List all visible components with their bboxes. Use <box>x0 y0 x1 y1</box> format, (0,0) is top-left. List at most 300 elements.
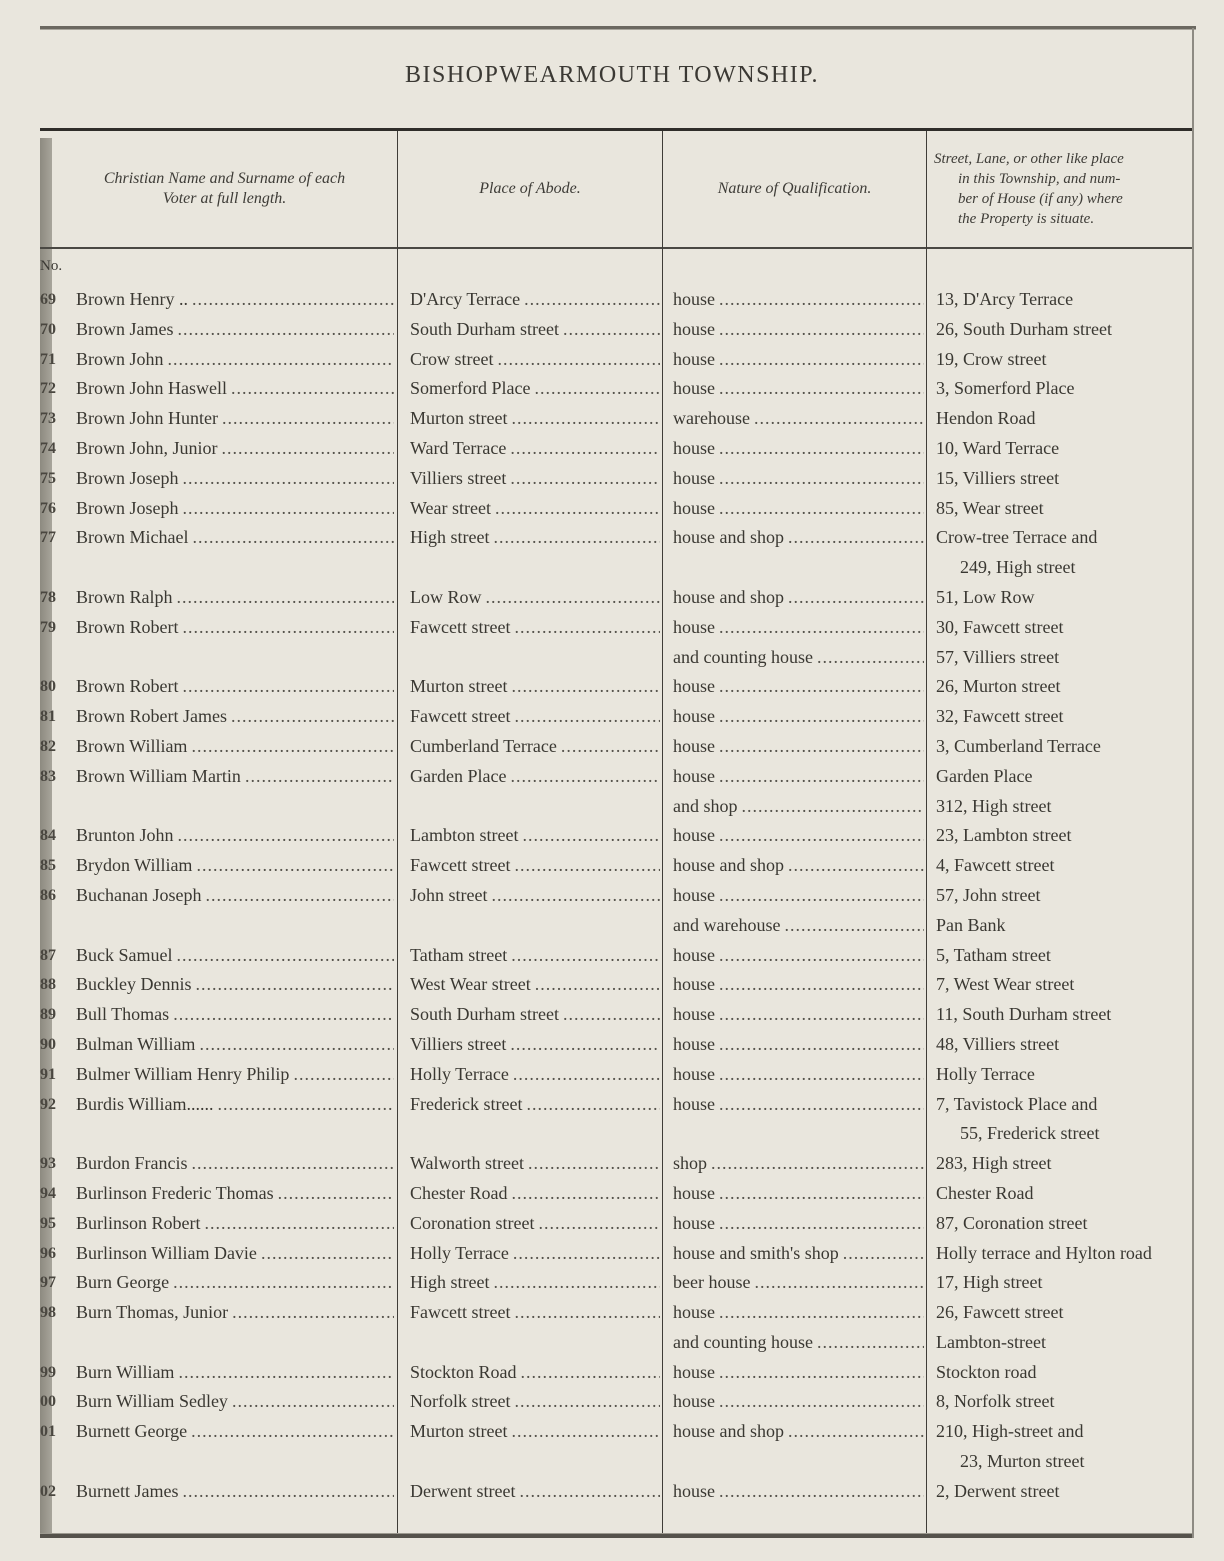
dot-leader <box>510 464 660 494</box>
dot-leader <box>191 1417 394 1447</box>
column-header-abode: Place of Abode. <box>479 180 581 197</box>
qualification-text: house <box>673 1004 715 1025</box>
dot-leader <box>199 1030 394 1060</box>
header-bottom-rule <box>40 247 1192 249</box>
property-street: 17, High street <box>936 1272 1043 1293</box>
voter-name-text: Burlinson Robert <box>76 1212 201 1233</box>
voter-name <box>76 1149 394 1179</box>
voter-name-text: Brown John, Junior <box>76 437 218 458</box>
voter-name <box>76 881 394 911</box>
qualification <box>673 374 924 404</box>
table-row <box>0 285 1224 315</box>
dot-leader <box>511 1179 660 1209</box>
qualification-text: house <box>673 765 715 786</box>
dot-leader <box>719 1000 924 1030</box>
qualification <box>673 1149 924 1179</box>
table-row <box>0 643 1224 673</box>
voter-number: 96 <box>40 1244 56 1262</box>
dot-leader <box>514 851 660 881</box>
table-row <box>0 404 1224 434</box>
qualification <box>673 1328 924 1358</box>
voter-name <box>76 613 394 643</box>
voter-name-text: Brown Henry .. <box>76 289 188 309</box>
table-row <box>0 821 1224 851</box>
voter-number: 83 <box>40 767 56 785</box>
voter-name-text: Brown James <box>76 318 174 339</box>
voter-name <box>76 1209 394 1239</box>
table-row <box>0 315 1224 345</box>
dot-leader <box>719 881 924 911</box>
place-of-abode-text: Holly Terrace <box>410 1242 509 1263</box>
place-of-abode-text: Norfolk street <box>410 1391 511 1412</box>
place-of-abode <box>410 464 660 494</box>
qualification <box>673 1090 924 1120</box>
table-row <box>0 1298 1224 1328</box>
voter-name-text: Brown John Haswell <box>76 378 227 399</box>
place-of-abode <box>410 1417 660 1447</box>
property-street: 11, South Durham street <box>936 1004 1112 1025</box>
qualification <box>673 792 924 822</box>
qualification-text: house <box>673 735 715 756</box>
place-of-abode <box>410 1239 660 1269</box>
table-row <box>0 1149 1224 1179</box>
dot-leader <box>486 583 661 613</box>
dot-leader <box>788 523 924 553</box>
qualification-text: and counting house <box>673 1331 813 1352</box>
qualification-text: and warehouse <box>673 914 781 935</box>
place-of-abode-text: Fawcett street <box>410 616 511 637</box>
table-row <box>0 1477 1224 1507</box>
dot-leader <box>561 732 660 762</box>
qualification <box>673 821 924 851</box>
voter-name-text: Brown Robert James <box>76 706 227 727</box>
voter-number: 75 <box>40 469 56 487</box>
place-of-abode-text: Somerford Place <box>410 378 531 399</box>
dot-leader <box>232 1298 394 1328</box>
place-of-abode-text: Chester Road <box>410 1182 508 1203</box>
property-street: 48, Villiers street <box>936 1033 1060 1054</box>
dot-leader <box>196 851 394 881</box>
qualification-text: house and shop <box>673 1421 784 1442</box>
dot-leader <box>183 494 395 524</box>
dot-leader <box>535 970 660 1000</box>
voter-name-text: Brown Joseph <box>76 497 179 518</box>
qualification-text: house <box>673 437 715 458</box>
voter-number: 92 <box>40 1095 56 1113</box>
table-row <box>0 1090 1224 1120</box>
dot-leader <box>534 374 660 404</box>
dot-leader <box>497 345 660 375</box>
property-street: 57, John street <box>936 884 1041 905</box>
property-street: 7, Tavistock Place and <box>936 1093 1098 1114</box>
dot-leader <box>178 1358 394 1388</box>
qualification <box>673 970 924 1000</box>
dot-leader <box>177 941 395 971</box>
column-header-qualification: Nature of Qualification. <box>717 180 872 197</box>
dot-leader <box>521 1358 661 1388</box>
table-row <box>0 1328 1224 1358</box>
qualification <box>673 1387 924 1417</box>
dot-leader <box>261 1239 394 1269</box>
voter-number: 70 <box>40 320 56 338</box>
voter-number: 98 <box>40 1304 56 1322</box>
dot-leader <box>784 911 924 941</box>
dot-leader <box>178 315 395 345</box>
dot-leader <box>817 1328 924 1358</box>
place-of-abode-text: Walworth street <box>410 1153 525 1174</box>
dot-leader <box>719 1387 924 1417</box>
voter-name <box>76 285 394 315</box>
table-row <box>0 851 1224 881</box>
table-row <box>0 434 1224 464</box>
voter-name <box>76 1298 394 1328</box>
place-of-abode-text: Frederick street <box>410 1093 523 1114</box>
qualification-text: house <box>673 497 715 518</box>
voter-number: 78 <box>40 588 56 606</box>
qualification <box>673 762 924 792</box>
qualification-text: house <box>673 1480 715 1501</box>
qualification-text: house <box>673 1212 715 1233</box>
place-of-abode <box>410 1149 660 1179</box>
property-street: 312, High street <box>936 795 1052 816</box>
place-of-abode <box>410 851 660 881</box>
qualification <box>673 523 924 553</box>
table-row <box>0 1030 1224 1060</box>
voter-number: 00 <box>40 1393 56 1411</box>
dot-leader <box>719 1030 924 1060</box>
dot-leader <box>173 1268 394 1298</box>
voter-name-text: Brown William Martin <box>76 765 241 786</box>
voter-name-text: Bull Thomas <box>76 1004 170 1025</box>
voter-name-text: Brown John Hunter <box>76 408 218 429</box>
qualification-text: house <box>673 467 715 488</box>
qualification-text: house <box>673 944 715 965</box>
voter-name-text: Burn George <box>76 1272 170 1293</box>
qualification-text: house <box>673 289 715 309</box>
place-of-abode <box>410 1000 660 1030</box>
voter-number: 76 <box>40 499 56 517</box>
place-of-abode <box>410 1030 660 1060</box>
dot-leader <box>519 1477 660 1507</box>
dot-leader <box>511 404 660 434</box>
voter-number: 93 <box>40 1155 56 1173</box>
dot-leader <box>514 613 660 643</box>
dot-leader <box>514 1387 660 1417</box>
dot-leader <box>205 1209 395 1239</box>
voter-name <box>76 1239 394 1269</box>
table-row <box>0 911 1224 941</box>
voter-number: 86 <box>40 886 56 904</box>
property-street: 249, High street <box>960 557 1076 578</box>
table-row <box>0 732 1224 762</box>
table-row <box>0 1060 1224 1090</box>
dot-leader <box>232 1387 394 1417</box>
property-street: 85, Wear street <box>936 497 1044 518</box>
table-row <box>0 1179 1224 1209</box>
dot-leader <box>493 1268 660 1298</box>
number-label: No. <box>40 258 63 274</box>
dot-leader <box>192 1149 395 1179</box>
dot-leader <box>222 434 394 464</box>
property-street: 26, South Durham street <box>936 318 1112 339</box>
voter-name-text: Brown Michael <box>76 527 189 548</box>
voter-number: 87 <box>40 946 56 964</box>
place-of-abode <box>410 285 660 315</box>
dot-leader <box>788 583 924 613</box>
dot-leader <box>178 821 394 851</box>
dot-leader <box>719 1358 924 1388</box>
dot-leader <box>217 1090 394 1120</box>
property-street: 23, Lambton street <box>936 825 1072 846</box>
property-street: 30, Fawcett street <box>936 616 1064 637</box>
qualification <box>673 1239 924 1269</box>
place-of-abode-text: Villiers street <box>410 1033 507 1054</box>
place-of-abode <box>410 523 660 553</box>
table-row <box>0 941 1224 971</box>
header-name-line: Voter at full length. <box>162 190 287 207</box>
qualification <box>673 881 924 911</box>
table-row <box>0 1358 1224 1388</box>
table-row <box>0 792 1224 822</box>
dot-leader <box>522 821 660 851</box>
qualification <box>673 1298 924 1328</box>
header-street-line: ber of House (if any) where <box>958 191 1123 207</box>
qualification <box>673 732 924 762</box>
dot-leader <box>719 315 924 345</box>
property-street: 4, Fawcett street <box>936 855 1055 876</box>
dot-leader <box>183 464 395 494</box>
table-row <box>0 494 1224 524</box>
dot-leader <box>245 762 394 792</box>
dot-leader <box>231 374 394 404</box>
qualification-text: and shop <box>673 795 738 816</box>
voter-name <box>76 1358 394 1388</box>
voter-name-text: Brown John <box>76 348 164 369</box>
place-of-abode-text: Fawcett street <box>410 706 511 727</box>
dot-leader <box>514 702 660 732</box>
place-of-abode <box>410 702 660 732</box>
dot-leader <box>719 1090 924 1120</box>
header-street-line: in this Township, and num- <box>958 171 1121 187</box>
dot-leader <box>754 404 924 434</box>
voter-name-text: Burdis William...... <box>76 1093 214 1114</box>
voter-name-text: Burn William <box>76 1361 175 1382</box>
property-street: Garden Place <box>936 765 1033 786</box>
qualification <box>673 315 924 345</box>
dot-leader <box>719 1060 924 1090</box>
dot-leader <box>192 523 394 553</box>
voter-number: 82 <box>40 737 56 755</box>
dot-leader <box>719 1298 924 1328</box>
qualification <box>673 643 924 673</box>
voter-name <box>76 672 394 702</box>
voter-name-text: Brown Joseph <box>76 467 179 488</box>
place-of-abode <box>410 970 660 1000</box>
place-of-abode <box>410 345 660 375</box>
property-street: 15, Villiers street <box>936 467 1060 488</box>
property-street: 19, Crow street <box>936 348 1047 369</box>
place-of-abode <box>410 732 660 762</box>
property-street: Pan Bank <box>936 914 1006 935</box>
dot-leader <box>719 464 924 494</box>
column-header-street <box>928 131 1190 247</box>
qualification-text: house and shop <box>673 527 784 548</box>
dot-leader <box>514 1298 660 1328</box>
dot-leader <box>719 970 924 1000</box>
property-street: 8, Norfolk street <box>936 1391 1055 1412</box>
voter-name-text: Brown Robert <box>76 676 179 697</box>
table-row <box>0 672 1224 702</box>
place-of-abode-text: Low Row <box>410 586 482 607</box>
place-of-abode-text: Murton street <box>410 408 508 429</box>
qualification-text: house and shop <box>673 855 784 876</box>
table-row <box>0 374 1224 404</box>
voter-name <box>76 762 394 792</box>
dot-leader <box>513 1239 660 1269</box>
dot-leader <box>711 1149 924 1179</box>
qualification-text: house <box>673 706 715 727</box>
table-row <box>0 1268 1224 1298</box>
place-of-abode-text: High street <box>410 527 490 548</box>
voter-name <box>76 1030 394 1060</box>
dot-leader <box>788 1417 924 1447</box>
dot-leader <box>538 1209 660 1239</box>
voter-number: 74 <box>40 439 56 457</box>
table-row <box>0 1119 1224 1149</box>
qualification-text: house <box>673 616 715 637</box>
voter-name <box>76 1090 394 1120</box>
voter-name <box>76 434 394 464</box>
dot-leader <box>231 702 394 732</box>
dot-leader <box>719 613 924 643</box>
property-street: Holly terrace and Hylton road <box>936 1242 1152 1263</box>
dot-leader <box>742 792 925 822</box>
voter-name <box>76 583 394 613</box>
table-row <box>0 881 1224 911</box>
table-row <box>0 1447 1224 1477</box>
dot-leader <box>513 1060 660 1090</box>
dot-leader <box>511 1417 660 1447</box>
voter-name-text: Brydon William <box>76 855 193 876</box>
table-row <box>0 345 1224 375</box>
qualification-text: house <box>673 1361 715 1382</box>
qualification-text: house <box>673 348 715 369</box>
qualification <box>673 1477 924 1507</box>
qualification <box>673 464 924 494</box>
qualification-text: house <box>673 1063 715 1084</box>
property-street: Holly Terrace <box>936 1063 1035 1084</box>
voter-name <box>76 1000 394 1030</box>
dot-leader <box>719 374 924 404</box>
place-of-abode <box>410 1179 660 1209</box>
qualification <box>673 345 924 375</box>
dot-leader <box>222 404 394 434</box>
place-of-abode-text: Stockton Road <box>410 1361 517 1382</box>
dot-leader <box>528 1149 660 1179</box>
voter-name <box>76 702 394 732</box>
place-of-abode-text: D'Arcy Terrace <box>410 289 521 309</box>
qualification <box>673 702 924 732</box>
property-street: 3, Cumberland Terrace <box>936 735 1101 756</box>
dot-leader <box>173 1000 394 1030</box>
qualification <box>673 404 924 434</box>
voter-name-text: Burlinson Frederic Thomas <box>76 1182 274 1203</box>
property-street: Hendon Road <box>936 408 1036 429</box>
place-of-abode-text: High street <box>410 1272 490 1293</box>
voter-name <box>76 1477 394 1507</box>
dot-leader <box>817 643 924 673</box>
voter-name-text: Buchanan Joseph <box>76 884 202 905</box>
top-rule <box>40 26 1196 30</box>
place-of-abode <box>410 881 660 911</box>
voter-name <box>76 1060 394 1090</box>
voter-name-text: Bulmer William Henry Philip <box>76 1063 290 1084</box>
table-row <box>0 762 1224 792</box>
place-of-abode <box>410 672 660 702</box>
place-of-abode-text: Holly Terrace <box>410 1063 509 1084</box>
table-row <box>0 583 1224 613</box>
property-street: 283, High street <box>936 1153 1052 1174</box>
qualification <box>673 851 924 881</box>
qualification <box>673 1417 924 1447</box>
dot-leader <box>719 345 924 375</box>
voter-name-text: Brown William <box>76 735 188 756</box>
property-street: Crow-tree Terrace and <box>936 527 1098 548</box>
dot-leader <box>293 1060 394 1090</box>
dot-leader <box>719 702 924 732</box>
place-of-abode <box>410 1477 660 1507</box>
dot-leader <box>511 672 660 702</box>
qualification <box>673 613 924 643</box>
voter-name-text: Brown Robert <box>76 616 179 637</box>
voter-name-text: Buck Samuel <box>76 944 173 965</box>
dot-leader <box>510 434 660 464</box>
property-street: 210, High-street and <box>936 1421 1084 1442</box>
place-of-abode-text: Murton street <box>410 676 508 697</box>
voter-name-text: Buckley Dennis <box>76 974 192 995</box>
place-of-abode-text: Fawcett street <box>410 1302 511 1323</box>
place-of-abode <box>410 494 660 524</box>
place-of-abode-text: Ward Terrace <box>410 437 507 458</box>
voter-number: 80 <box>40 678 56 696</box>
property-street: 10, Ward Terrace <box>936 437 1060 458</box>
voter-number: 77 <box>40 529 56 547</box>
voter-name-text: Brown Ralph <box>76 586 173 607</box>
table-row <box>0 1000 1224 1030</box>
dot-leader <box>510 1030 660 1060</box>
qualification <box>673 672 924 702</box>
property-street: 2, Derwent street <box>936 1480 1060 1501</box>
dot-leader <box>788 851 924 881</box>
dot-leader <box>526 1090 660 1120</box>
voter-name-text: Burdon Francis <box>76 1153 188 1174</box>
voter-number: 69 <box>40 291 56 308</box>
qualification-text: warehouse <box>673 408 750 429</box>
place-of-abode <box>410 762 660 792</box>
voter-name-text: Burnett George <box>76 1421 188 1442</box>
voter-number: 90 <box>40 1035 56 1053</box>
dot-leader <box>719 285 924 315</box>
page-title: BISHOPWEARMOUTH TOWNSHIP. <box>405 62 819 88</box>
dot-leader <box>719 494 924 524</box>
dot-leader <box>719 1477 924 1507</box>
qualification-text: house <box>673 1391 715 1412</box>
dot-leader <box>195 970 394 1000</box>
property-street: 5, Tatham street <box>936 944 1051 965</box>
dot-leader <box>495 494 660 524</box>
voter-name <box>76 494 394 524</box>
voter-name <box>76 732 394 762</box>
